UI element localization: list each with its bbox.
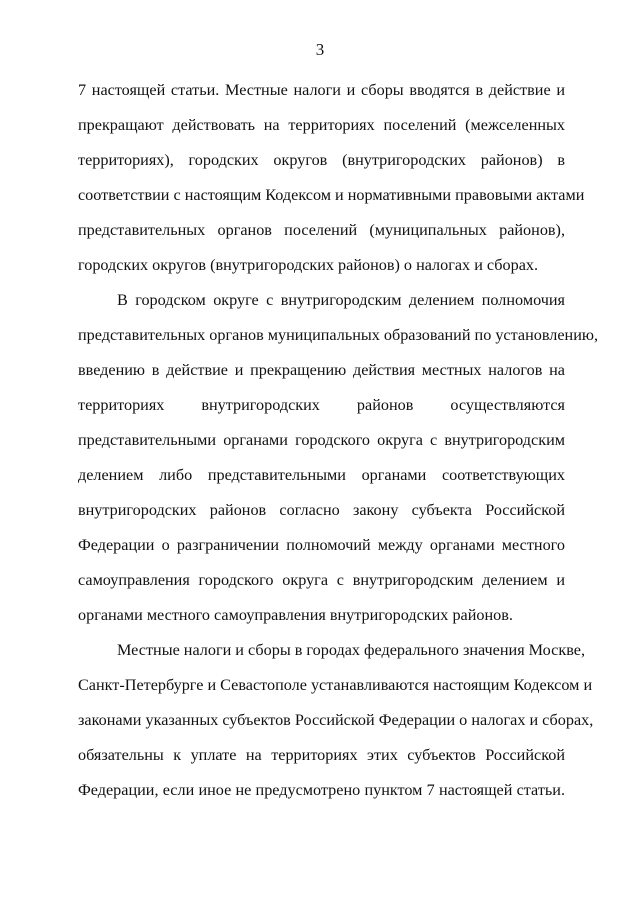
text-line: территориях внутригородских районов осуществляются	[78, 396, 565, 414]
text-line: Санкт-Петербурге и Севастополе устанавливаются настоящим Кодексом и	[78, 676, 593, 694]
text-line: делением либо представительными органами соответствующих	[78, 466, 565, 484]
text-line: самоуправления городского округа с внутригородским делением и	[78, 571, 565, 589]
text-line: внутригородских районов согласно закону субъекта Российской	[78, 501, 565, 519]
text-line: городских округов (внутригородских районов) о налогах и сборах.	[78, 256, 539, 274]
text-line: представительных органов муниципальных образований по установлению,	[78, 326, 598, 344]
text-line: 7 настоящей статьи. Местные налоги и сборы вводятся в действие и	[78, 81, 565, 99]
text-line: территориях), городских округов (внутригородских районов) в	[78, 151, 565, 169]
text-line: Федерации, если иное не предусмотрено пунктом 7 настоящей статьи.	[78, 781, 565, 799]
text-line: представительных органов поселений (муниципальных районов),	[78, 221, 565, 239]
text-line: В городском округе с внутригородским делением полномочия	[117, 291, 565, 309]
text-line: Местные налоги и сборы в городах федерального значения Москве,	[117, 641, 585, 659]
text-line: введению в действие и прекращению действия местных налогов на	[78, 361, 565, 379]
text-line: прекращают действовать на территориях поселений (межселенных	[78, 116, 565, 134]
text-line: Федерации о разграничении полномочий между органами местного	[78, 536, 565, 554]
page-number: 3	[315, 40, 325, 59]
text-line: обязательны к уплате на территориях этих субъектов Российской	[78, 746, 565, 764]
text-line: органами местного самоуправления внутригородских районов.	[78, 606, 513, 624]
text-line: соответствии с настоящим Кодексом и нормативными правовыми актами	[78, 186, 585, 204]
text-line: законами указанных субъектов Российской Федерации о налогах и сборах,	[78, 711, 594, 729]
text-line: представительными органами городского округа с внутригородским	[78, 431, 565, 449]
